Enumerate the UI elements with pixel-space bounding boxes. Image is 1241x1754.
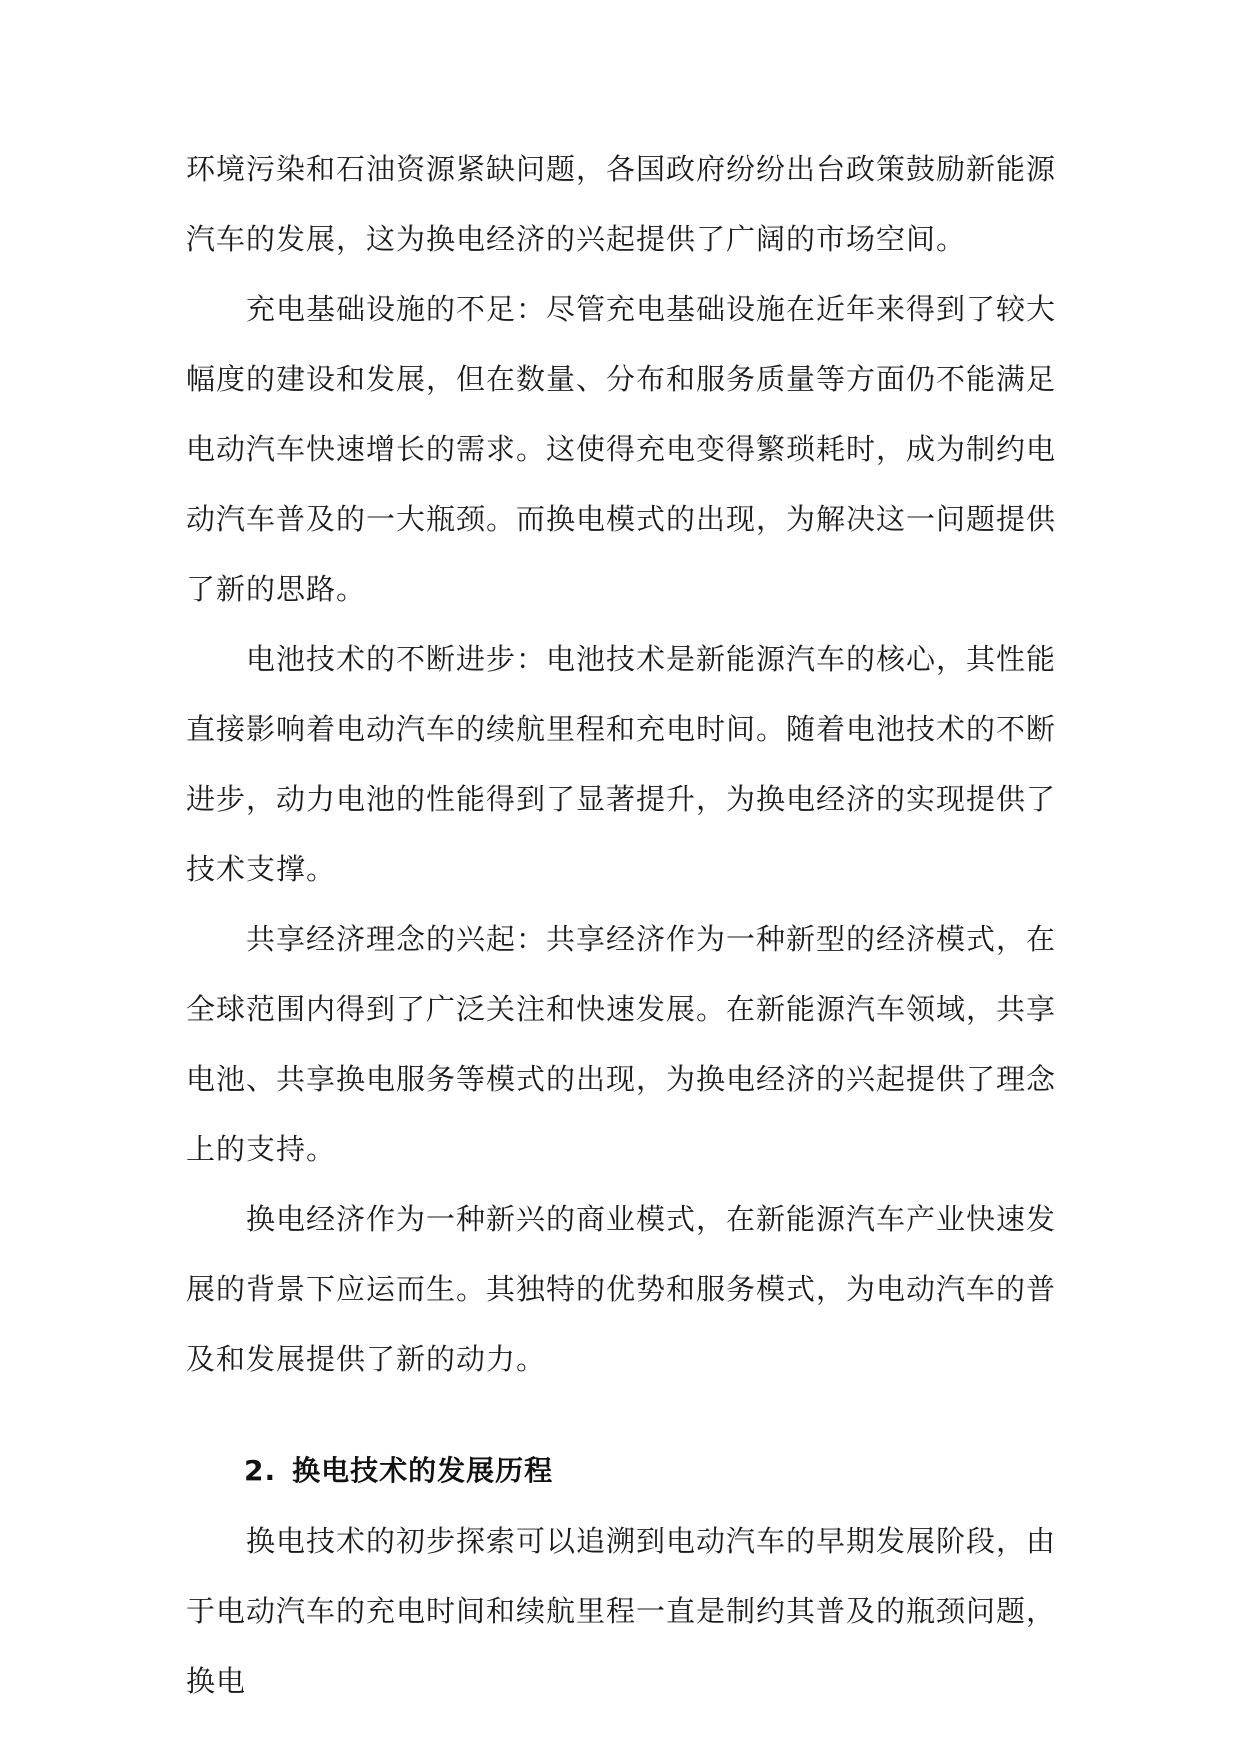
section-heading <box>186 1436 1056 1506</box>
paragraph: 共享经济理念的兴起：共享经济作为一种新型的经济模式，在全球范围内得到了广泛关注和快速发展。在新能源汽车领域，共享电池、共享换电服务等模式的出现，为换电经济的兴起提供了理念上的支持。 <box>186 922 1057 1166</box>
document-page <box>186 134 1056 1716</box>
paragraph: 换电经济作为一种新兴的商业模式，在新能源汽车产业快速发展的背景下应运而生。其独特的优势和服务模式，为电动汽车的普及和发展提供了新的动力。 <box>186 1202 1057 1376</box>
section-title: 换电技术的发展历程 <box>292 1454 554 1487</box>
paragraph: 充电基础设施的不足：尽管充电基础设施在近年来得到了较大幅度的建设和发展，但在数量、分布和服务质量等方面仍不能满足电动汽车快速增长的需求。这使得充电变得繁琐耗时，成为制约电动汽车普及的一大瓶颈。而换电模式的出现，为解决这一问题提供了新的思路。 <box>186 292 1057 606</box>
section-spacer <box>186 1394 1056 1436</box>
paragraph: 环境污染和石油资源紧缺问题，各国政府纷纷出台政策鼓励新能源汽车的发展，这为换电经济的兴起提供了广阔的市场空间。 <box>186 152 1057 256</box>
paragraph: 换电技术的初步探索可以追溯到电动汽车的早期发展阶段，由于电动汽车的充电时间和续航里程一直是制约其普及的瓶颈问题，换电 <box>186 1524 1057 1698</box>
section-number: 2. <box>244 1454 277 1487</box>
paragraph: 电池技术的不断进步：电池技术是新能源汽车的核心，其性能直接影响着电动汽车的续航里程和充电时间。随着电池技术的不断进步，动力电池的性能得到了显著提升，为换电经济的实现提供了技术支撑。 <box>186 642 1057 886</box>
